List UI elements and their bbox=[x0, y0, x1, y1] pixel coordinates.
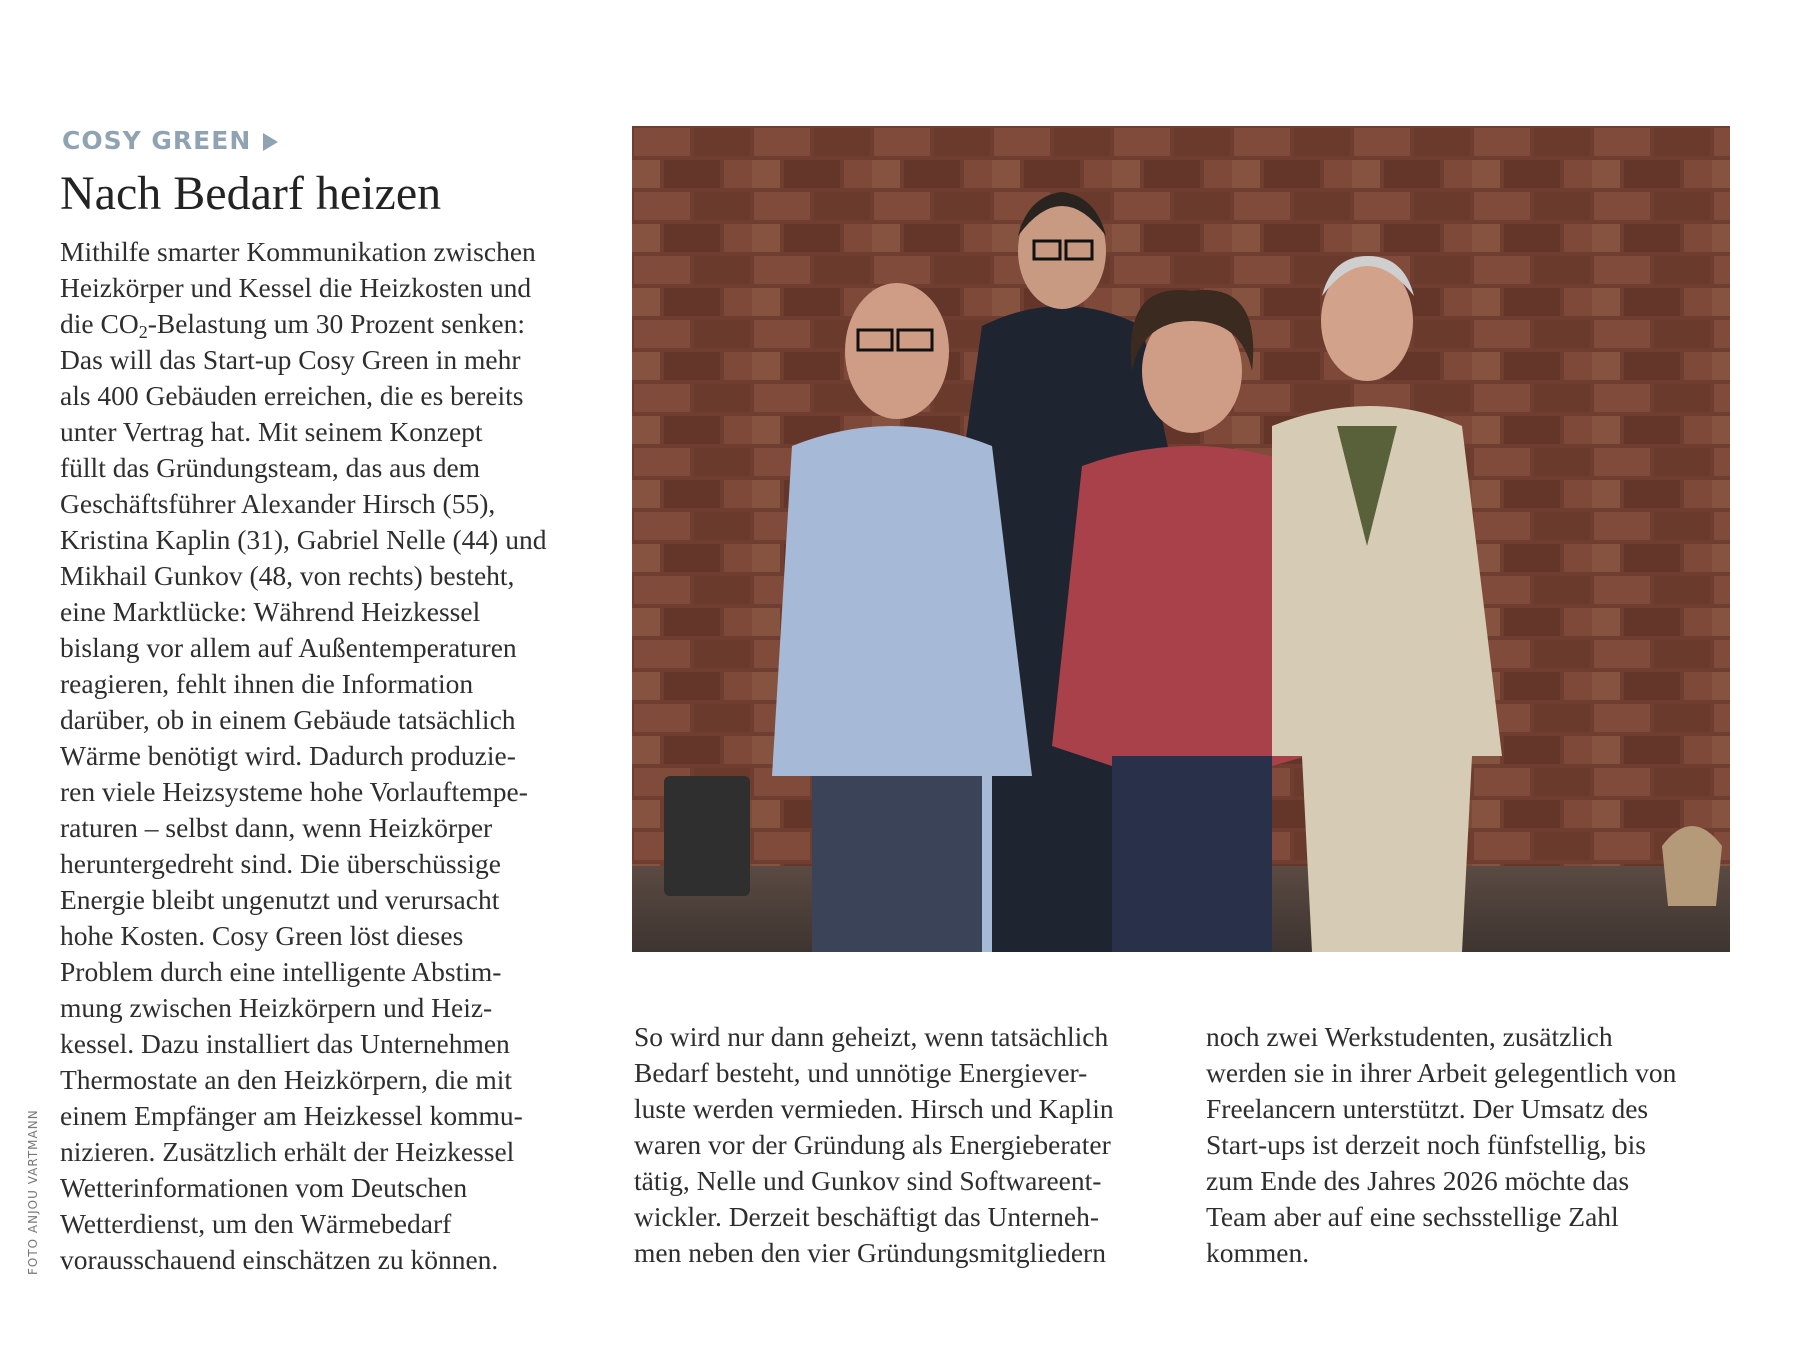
text-column-1 bbox=[60, 234, 600, 1278]
rubric-label: COSY GREEN bbox=[62, 126, 252, 155]
text-line: kessel. Dazu installiert das Unternehmen bbox=[60, 1028, 510, 1059]
text-line: heruntergedreht sind. Die überschüssige bbox=[60, 848, 501, 879]
text-line: Mikhail Gunkov (48, von rechts) besteht, bbox=[60, 560, 515, 591]
text-line: mung zwischen Heizkörpern und Heiz- bbox=[60, 992, 493, 1023]
text-line: Energie bleibt ungenutzt und verursacht bbox=[60, 884, 500, 915]
text-line: bislang vor allem auf Außentemperaturen bbox=[60, 632, 517, 663]
text-line: kommen. bbox=[1206, 1237, 1310, 1268]
text-line: Mithilfe smarter Kommunikation zwischen bbox=[60, 236, 536, 267]
text-line: Wärme benötigt wird. Dadurch produzie- bbox=[60, 740, 516, 771]
text-line: tätig, Nelle und Gunkov sind Softwareent- bbox=[634, 1165, 1102, 1196]
text-line: reagieren, fehlt ihnen die Information bbox=[60, 668, 474, 699]
text-line: unter Vertrag hat. Mit seinem Konzept bbox=[60, 416, 483, 447]
text-line: Freelancern unterstützt. Der Umsatz des bbox=[1206, 1093, 1649, 1124]
text-line: eine Marktlücke: Während Heizkessel bbox=[60, 596, 481, 627]
text-line: Das will das Start-up Cosy Green in mehr bbox=[60, 344, 521, 375]
co2-subscript: 2 bbox=[138, 322, 148, 342]
text-column-2 bbox=[634, 1019, 1174, 1271]
text-line: Wetterdienst, um den Wärmebedarf bbox=[60, 1208, 452, 1239]
text-line: zum Ende des Jahres 2026 möchte das bbox=[1206, 1165, 1630, 1196]
text-line: Heizkörper und Kessel die Heizkosten und bbox=[60, 272, 532, 303]
text-line: Bedarf besteht, und unnötige Energiever- bbox=[634, 1057, 1088, 1088]
text-line: darüber, ob in einem Gebäude tatsächlich bbox=[60, 704, 516, 735]
text-line: füllt das Gründungsteam, das aus dem bbox=[60, 452, 481, 483]
triangle-arrow-icon bbox=[263, 133, 278, 151]
co2-prefix: die CO bbox=[60, 308, 139, 339]
text-line: waren vor der Gründung als Energieberater bbox=[634, 1129, 1111, 1160]
text-line: hohe Kosten. Cosy Green löst dieses bbox=[60, 920, 464, 951]
text-line: Problem durch eine intelligente Abstim- bbox=[60, 956, 502, 987]
text-line: einem Empfänger am Heizkessel kommu- bbox=[60, 1100, 523, 1131]
text-line: als 400 Gebäuden erreichen, die es bereits bbox=[60, 380, 524, 411]
text-line: noch zwei Werkstudenten, zusätzlich bbox=[1206, 1021, 1613, 1052]
text-line: Team aber auf eine sechsstellige Zahl bbox=[1206, 1201, 1619, 1232]
text-column-3 bbox=[1206, 1019, 1746, 1271]
text-line: Kristina Kaplin (31), Gabriel Nelle (44) und bbox=[60, 524, 547, 555]
text-line: nizieren. Zusätzlich erhält der Heizkessel bbox=[60, 1136, 515, 1167]
text-line: Thermostate an den Heizkörpern, die mit bbox=[60, 1064, 513, 1095]
text-line: ren viele Heizsysteme hohe Vorlauftempe- bbox=[60, 776, 528, 807]
text-line: Geschäftsführer Alexander Hirsch (55), bbox=[60, 488, 496, 519]
text-line: So wird nur dann geheizt, wenn tatsächlich bbox=[634, 1021, 1109, 1052]
text-line: Start-ups ist derzeit noch fünfstellig, bis bbox=[1206, 1129, 1646, 1160]
section-rubric bbox=[62, 126, 278, 156]
text-line: men neben den vier Gründungsmitgliedern bbox=[634, 1237, 1106, 1268]
article-headline: Nach Bedarf heizen bbox=[60, 167, 442, 220]
text-line-co2 bbox=[60, 306, 600, 342]
photo-credit: FOTO ANJOU VARTMANN bbox=[26, 1109, 40, 1275]
text-line: wickler. Derzeit beschäftigt das Unterneh- bbox=[634, 1201, 1100, 1232]
text-line: luste werden vermieden. Hirsch und Kaplin bbox=[634, 1093, 1114, 1124]
team-photo bbox=[632, 126, 1730, 952]
text-line: werden sie in ihrer Arbeit gelegentlich von bbox=[1206, 1057, 1677, 1088]
co2-tail: -Belastung um 30 Prozent senken: bbox=[147, 308, 525, 339]
text-line: Wetterinformationen vom Deutschen bbox=[60, 1172, 468, 1203]
text-line: raturen – selbst dann, wenn Heizkörper bbox=[60, 812, 493, 843]
text-line: vorausschauend einschätzen zu können. bbox=[60, 1244, 499, 1275]
